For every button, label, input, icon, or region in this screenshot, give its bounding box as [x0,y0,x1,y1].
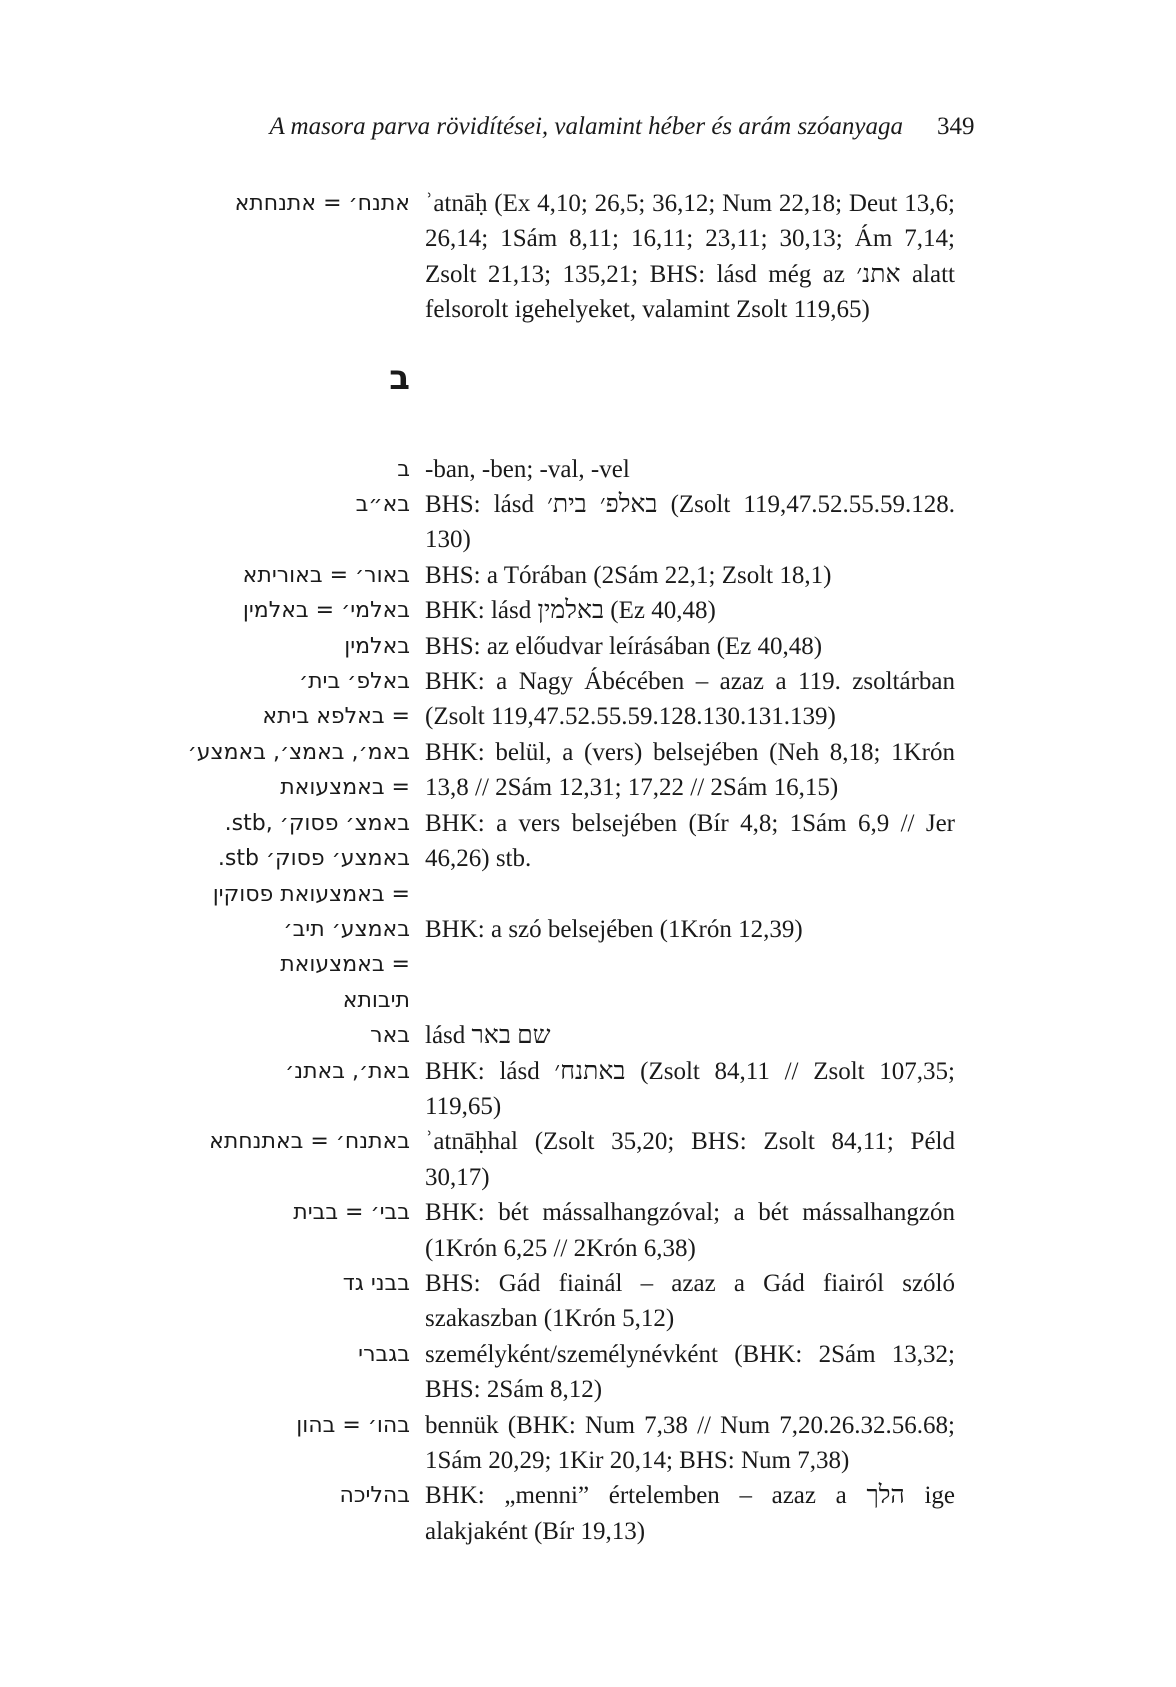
entry-lemma [0,664,425,735]
entry-definition: BHK: „menni” értelemben – azaz a הלך ige alakjaként (Bír 19,13) [425,1482,956,1545]
lemma-line: באמצע׳ תיב׳ [283,916,410,942]
dictionary-entry [0,1337,1176,1408]
entry-definition: BHK: a vers belsejében (Bír 4,8; 1Sám 6,9 // Jer 46,26) stb. [425,809,955,873]
entry-lemma [0,806,425,912]
lemma-line: בא״ב [355,492,410,518]
entry-lemma [0,629,425,664]
lemma-line: בגברי [358,1341,410,1367]
entry-definition: BHK: a szó belsejében (1Krón 12,39) [425,915,803,943]
entry-definition: BHK: a Nagy Ábécében – azaz a 119. zsoltárban (Zsolt 119,47.52.55.59.128.130.131.139) [425,668,955,731]
dictionary-entry [0,1408,1176,1479]
dictionary-entry [0,1478,1176,1549]
entry-definition: ʾatnāḥhal (Zsolt 35,20; BHS: Zsolt 84,11; Péld 30,17) [425,1128,955,1191]
entry-definition: ʾatnāḥ (Ex 4,10; 26,5; 36,12; Num 22,18; Deut 13,6; 26,14; 1Sám 8,11; 16,11; 23,11; 30,13; Ám 7,14; Zsolt 21,13; 135,21; BHS: lásd még az אתנ׳ alatt felsorolt igehelyeket, valamint Zsolt 119,65) [425,190,955,324]
lemma-line: בהו׳ = בהון [296,1412,410,1438]
section-letter: ב [389,357,410,398]
entry-lemma [0,1266,425,1301]
lemma-line: ב [397,456,410,482]
entry-lemma [0,1018,425,1053]
lemma-line: = באלפא ביתא [262,704,410,730]
entry-lemma [0,452,425,487]
entry-lemma [0,1124,425,1159]
entry-definition: BHK: bét mássalhangzóval; a bét mássalhangzón (1Krón 6,25 // 2Krón 6,38) [425,1199,955,1262]
lemma-line: באלמי׳ = באלמין [242,598,410,624]
entry-lemma [0,1195,425,1230]
lemma-line: = באמצעואת פסוקין [212,881,410,907]
entry-list-bet [0,452,1176,1550]
entry-definition: BHS: az előudvar leírásában (Ez 40,48) [425,632,823,660]
entry-lemma [0,593,425,628]
lemma-line: תיבותא [342,987,410,1013]
dictionary-entry [0,806,1176,912]
entry-definition: BHS: lásd באלפ׳ בית׳ (Zsolt 119,47.52.55.59.128. 130) [425,491,955,554]
entry-definition: BHK: lásd באלמין (Ez 40,48) [425,597,716,625]
entry-list-aleph [0,186,1176,328]
lemma-line: באלמין [344,633,410,659]
lemma-line: באמצע׳ פסוק׳ stb. [217,846,410,872]
dictionary-entry [0,912,1176,1018]
entry-definition: BHK: belül, a (vers) belsejében (Neh 8,18; 1Krón 13,8 // 2Sám 12,31; 17,22 // 2Sám 16,15) [425,738,955,802]
lemma-line: = באמצעואת [280,775,410,801]
entry-definition: lásd שם באר [425,1022,551,1050]
dictionary-entry [0,452,1176,487]
lemma-line: באמ׳, באמצ׳, באמצע׳ [187,739,410,765]
entry-definition: bennük (BHK: Num 7,38 // Num 7,20.26.32.56.68; 1Sám 20,29; 1Kir 20,14; BHS: Num 7,38) [425,1411,955,1474]
dictionary-entry [0,487,1176,558]
dictionary-entry [0,629,1176,664]
section-letter-heading [0,328,1176,452]
entry-lemma [0,186,425,221]
lemma-line: באמצ׳ פסוק׳ ,stb. [224,810,410,836]
lemma-line: בבי׳ = בבית [293,1200,410,1226]
entry-lemma [0,912,425,1018]
dictionary-entry [0,1018,1176,1053]
entry-lemma [0,1337,425,1372]
entry-definition: BHK: lásd באתנח׳ (Zsolt 84,11 // Zsolt 107,35; 119,65) [425,1057,955,1120]
entry-lemma [0,558,425,593]
dictionary-entry [0,558,1176,593]
entry-lemma [0,1408,425,1443]
dictionary-entry [0,735,1176,806]
dictionary-entry [0,1266,1176,1337]
lemma-line: אתנח׳ = אתנחתא [234,191,410,216]
running-title: A masora parva rövidítései, valamint héber és arám szóanyaga [269,113,903,140]
dictionary-entry [0,1124,1176,1195]
dictionary-entry [0,186,1176,328]
running-header [0,113,1176,153]
lemma-line: באור׳ = באוריתא [242,562,410,588]
lemma-line: בבני גד [342,1270,410,1296]
dictionary-entry [0,1195,1176,1266]
entry-lemma [0,487,425,522]
entry-definition: BHS: Gád fiainál – azaz a Gád fiairól szóló szakaszban (1Krón 5,12) [425,1269,955,1333]
entry-definition: személyként/személynévként (BHK: 2Sám 13,32; BHS: 2Sám 8,12) [425,1340,955,1404]
dictionary-entries [0,186,1176,1549]
entry-lemma [0,1054,425,1089]
lemma-line: = באמצעואת [280,952,410,978]
page-number: 349 [937,113,975,140]
dictionary-entry [0,1054,1176,1125]
dictionary-entry [0,593,1176,628]
lemma-line: באתנח׳ = באתנחתא [209,1129,410,1155]
entry-definition: BHS: a Tórában (2Sám 22,1; Zsolt 18,1) [425,561,832,589]
lemma-line: באלפ׳ בית׳ [298,669,410,695]
lemma-line: בהליכה [339,1483,410,1509]
entry-lemma [0,1478,425,1513]
entry-definition: -ban, -ben; -val, -vel [425,455,630,483]
lemma-line: באר [370,1023,410,1049]
lemma-line: באת׳, באתנ׳ [285,1058,410,1084]
entry-lemma [0,735,425,806]
dictionary-entry [0,664,1176,735]
